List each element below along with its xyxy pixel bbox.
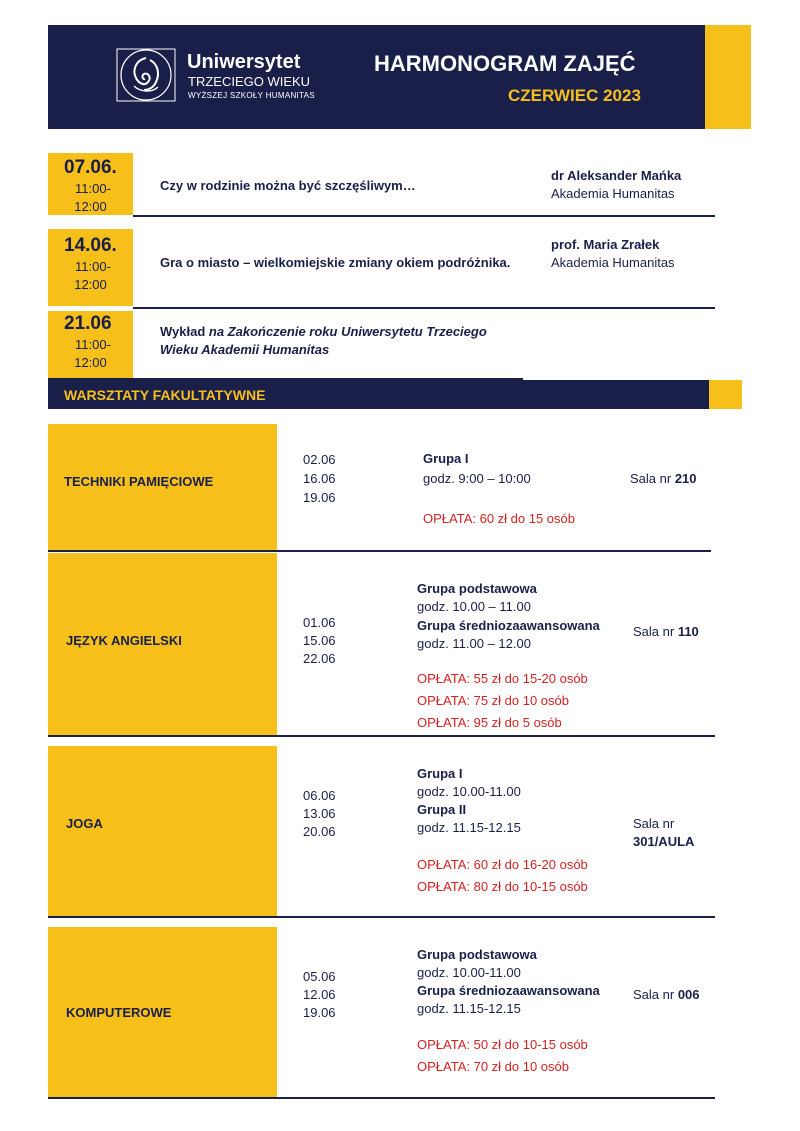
room (633, 623, 699, 641)
lecture-title (160, 323, 487, 341)
fee: OPŁATA: 95 zł do 5 osób (417, 715, 562, 730)
room (630, 470, 697, 488)
fee: OPŁATA: 60 zł do 15 osób (423, 511, 575, 526)
owl-emblem-icon (114, 46, 178, 104)
room-label: Sala nr (633, 624, 678, 639)
row-divider (133, 307, 715, 309)
room-label: Sala nr (633, 816, 675, 831)
workshop-date: 22.06 (303, 651, 336, 666)
group-hours: godz. 10.00-11.00 (417, 784, 521, 799)
group-hours: godz. 11.00 – 12.00 (417, 636, 531, 651)
group-hours: godz. 10.00 – 11.00 (417, 599, 531, 614)
group-hours: godz. 10.00-11.00 (417, 965, 521, 980)
lecture-speaker: dr Aleksander Mańka (551, 168, 682, 183)
lecture-title: Czy w rodzinie można być szczęśliwym… (160, 178, 416, 193)
room (633, 986, 700, 1004)
room-number: 210 (674, 471, 697, 486)
room-number: 301/AULA (633, 834, 695, 849)
lecture-title: Gra o miasto – wielkomiejskie zmiany okiem podróżnika. (160, 255, 511, 270)
lecture-title-line-2: Wieku Akademii Humanitas (160, 342, 330, 357)
workshop-date: 15.06 (303, 633, 336, 648)
lecture-title-prefix: Wykład (160, 324, 209, 339)
room-number: 110 (677, 624, 699, 639)
logo-tagline: WYŻSZEJ SZKOŁY HUMANITAS (188, 91, 315, 100)
workshops-header-accent (709, 380, 742, 409)
fee: OPŁATA: 55 zł do 15-20 osób (417, 671, 588, 686)
group-hours: godz. 9:00 – 10:00 (423, 471, 531, 486)
lecture-speaker: prof. Maria Zrałek (551, 237, 660, 252)
lecture-title-italic: na Zakończenie roku Uniwersytetu Trzeciego (208, 324, 487, 339)
workshop-date: 02.06 (303, 452, 336, 467)
lecture-date: 07.06. (64, 157, 117, 178)
fee: OPŁATA: 50 zł do 10-15 osób (417, 1037, 588, 1052)
logo-name: Uniwersytet (187, 51, 301, 73)
workshops-header-title: WARSZTATY FAKULTATYWNE (64, 387, 266, 403)
group-name: Grupa podstawowa (417, 947, 537, 962)
workshop-date: 01.06 (303, 615, 336, 630)
lecture-date: 14.06. (64, 235, 117, 256)
fee: OPŁATA: 60 zł do 16-20 osób (417, 857, 588, 872)
lecture-time-end: 12:00 (74, 277, 107, 292)
room-number: 006 (677, 987, 700, 1002)
row-divider (48, 916, 715, 918)
group-hours: godz. 11.15-12.15 (417, 820, 521, 835)
workshop-date: 12.06 (303, 987, 336, 1002)
lecture-institution: Akademia Humanitas (551, 255, 675, 270)
lecture-time-start: 11:00- (75, 259, 111, 274)
lecture-institution: Akademia Humanitas (551, 186, 675, 201)
row-divider (48, 1097, 715, 1099)
fee: OPŁATA: 70 zł do 10 osób (417, 1059, 569, 1074)
lecture-date: 21.06 (64, 313, 112, 334)
workshop-name: JĘZYK ANGIELSKI (66, 633, 182, 648)
group-name: Grupa I (417, 766, 463, 781)
workshop-date: 06.06 (303, 788, 336, 803)
row-divider (48, 550, 711, 552)
group-name: Grupa podstawowa (417, 581, 537, 596)
group-hours: godz. 11.15-12.15 (417, 1001, 521, 1016)
page-title: HARMONOGRAM ZAJĘĆ (374, 51, 636, 76)
lecture-time-start: 11:00- (75, 181, 111, 196)
group-name: Grupa II (417, 802, 467, 817)
workshop-date: 16.06 (303, 471, 336, 486)
row-divider (133, 215, 715, 217)
group-name: Grupa średniozaawansowana (417, 983, 600, 998)
workshop-date: 19.06 (303, 490, 336, 505)
workshop-name: JOGA (66, 816, 103, 831)
lecture-time-start: 11:00- (75, 337, 111, 352)
group-name: Grupa średniozaawansowana (417, 618, 600, 633)
room-label: Sala nr (630, 471, 675, 486)
workshop-date: 19.06 (303, 1005, 336, 1020)
workshop-date: 13.06 (303, 806, 336, 821)
row-divider (48, 735, 715, 737)
workshop-name: KOMPUTEROWE (66, 1005, 172, 1020)
workshop-name: TECHNIKI PAMIĘCIOWE (64, 474, 214, 489)
workshop-date: 05.06 (303, 969, 336, 984)
lecture-time-end: 12:00 (74, 355, 107, 370)
university-logo (114, 46, 178, 104)
room-label: Sala nr (633, 987, 678, 1002)
fee: OPŁATA: 80 zł do 10-15 osób (417, 879, 588, 894)
group-name: Grupa I (423, 451, 469, 466)
header-accent-bar (705, 25, 751, 129)
logo-subtitle: TRZECIEGO WIEKU (188, 74, 311, 89)
lecture-time-end: 12:00 (74, 199, 107, 214)
workshop-date: 20.06 (303, 824, 336, 839)
page-subtitle: CZERWIEC 2023 (508, 86, 641, 105)
fee: OPŁATA: 75 zł do 10 osób (417, 693, 569, 708)
